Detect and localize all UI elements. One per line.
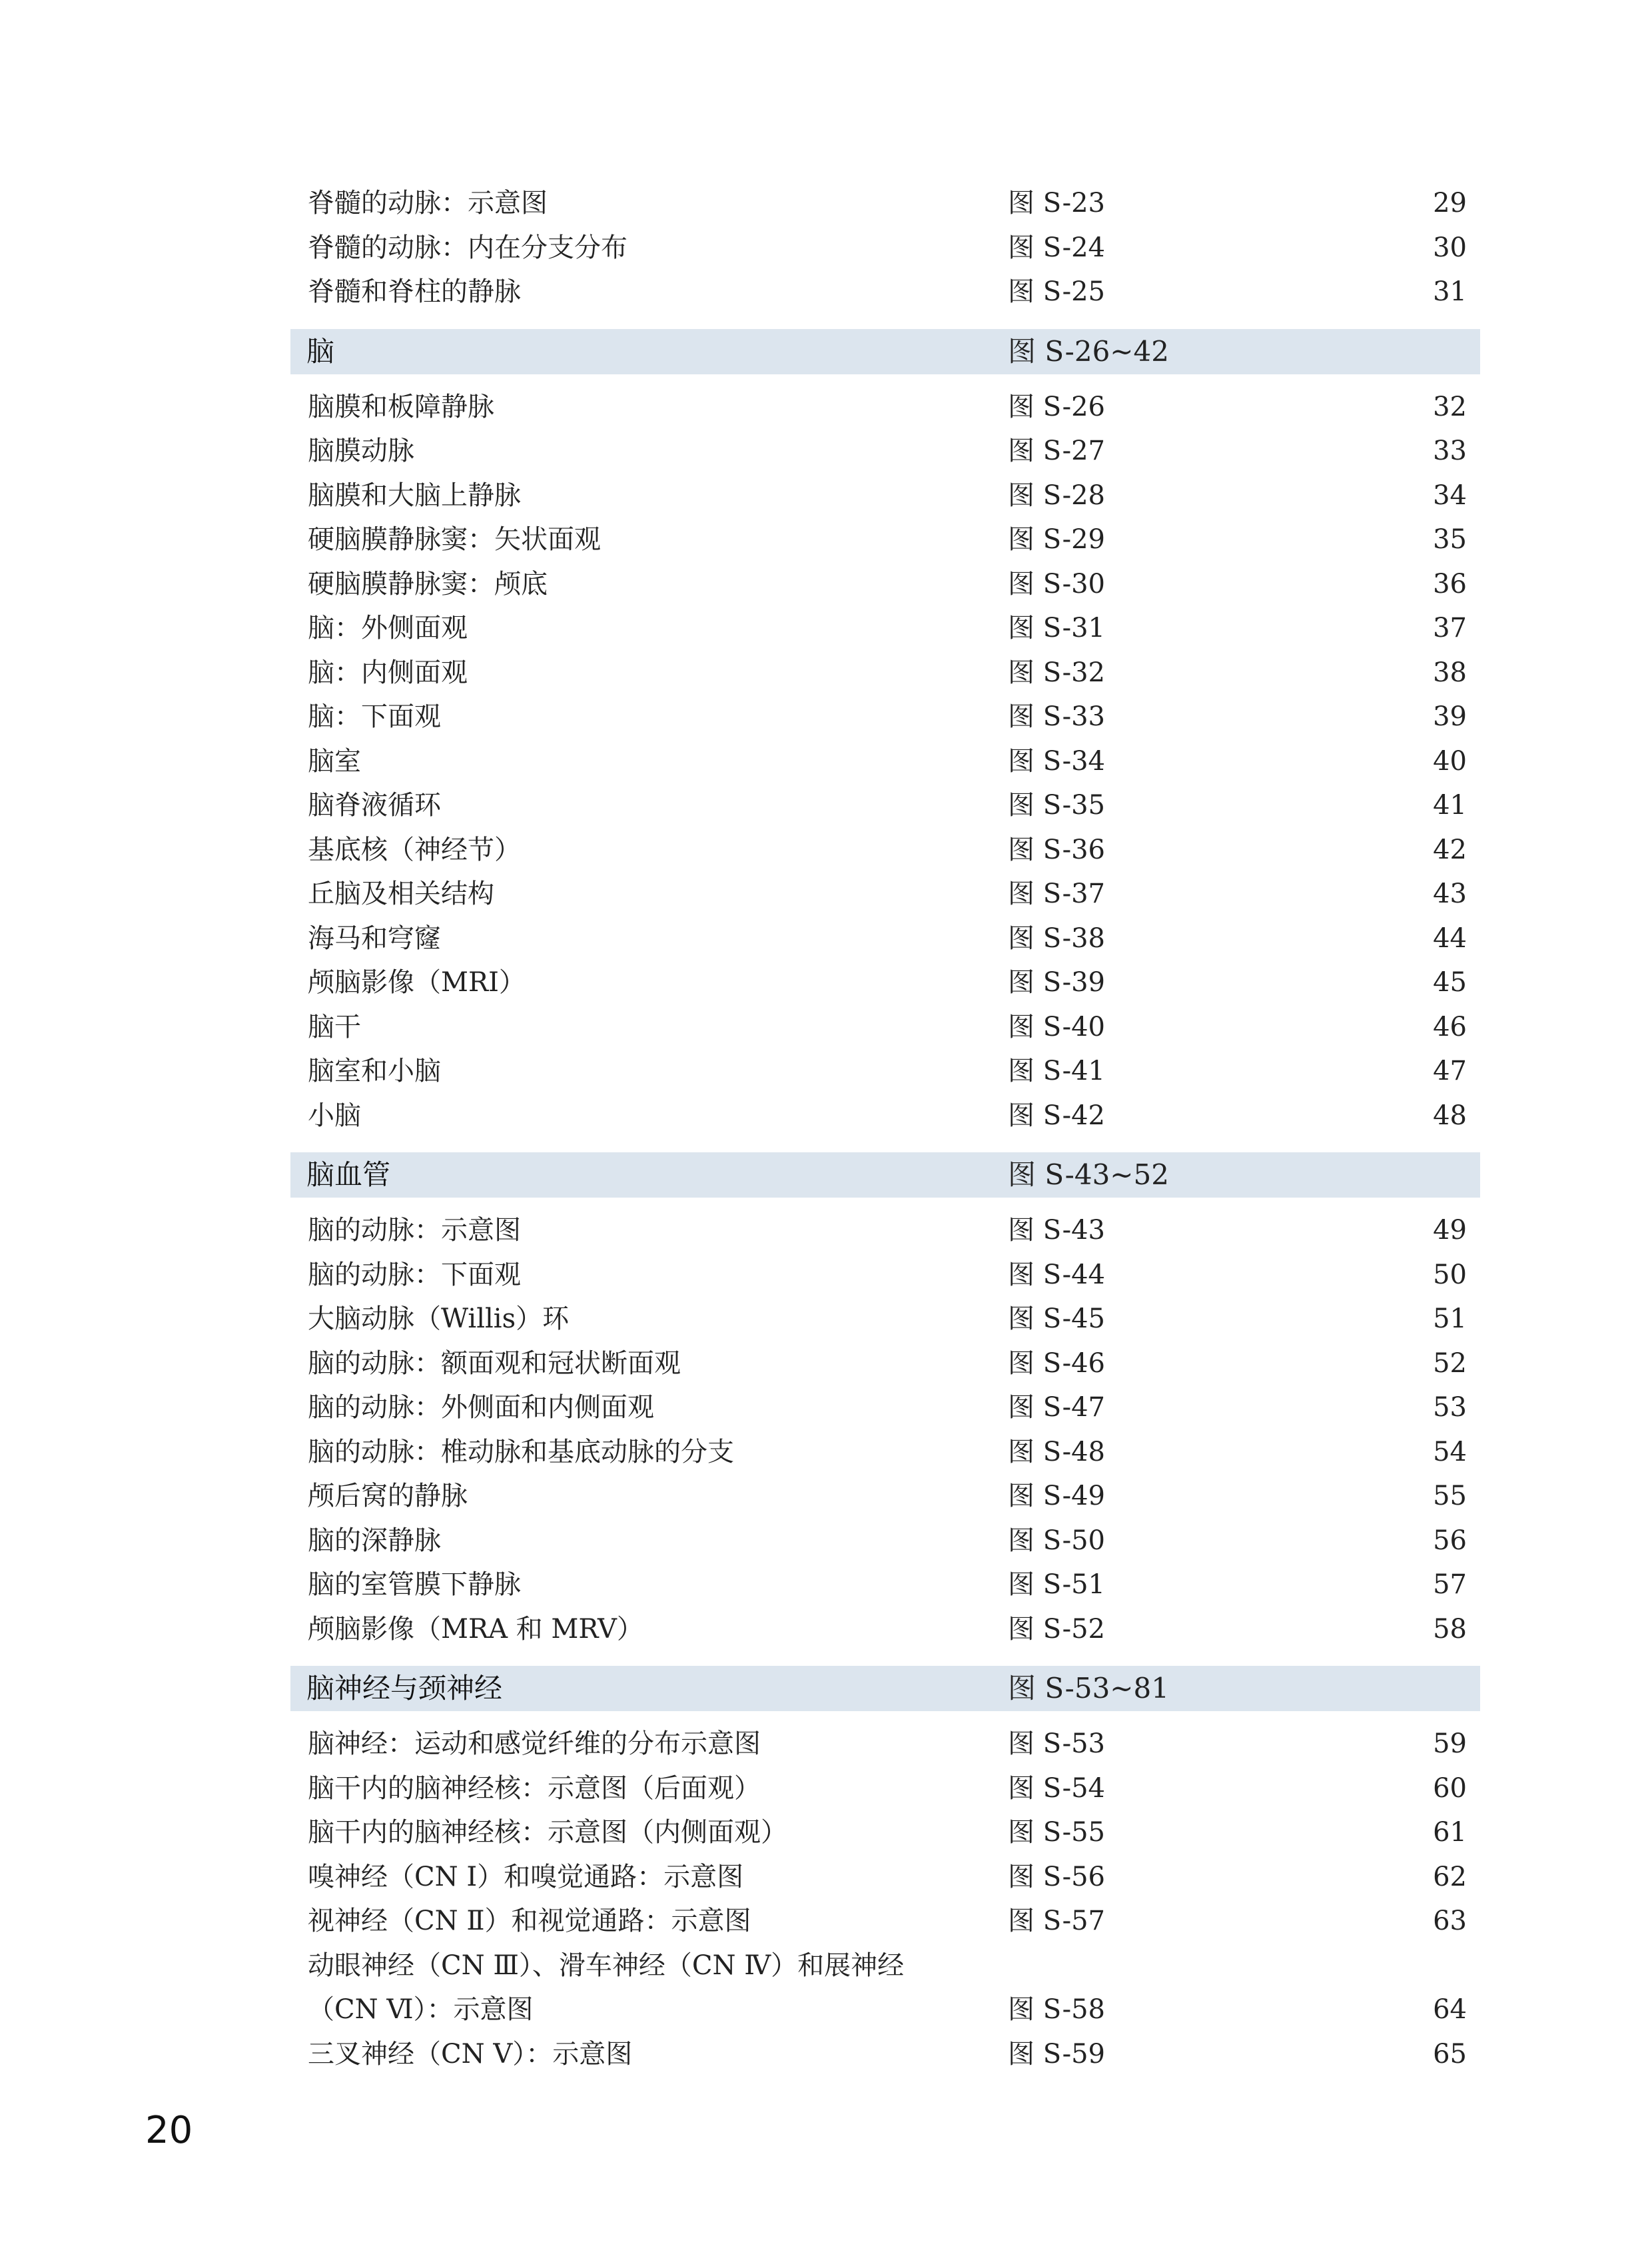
entry-figure-number: 图 S-41 xyxy=(1008,1056,1105,1086)
entry-page-number: 64 xyxy=(1433,1994,1467,2025)
toc-entry xyxy=(290,1094,1480,1138)
entry-page-number: 44 xyxy=(1433,923,1467,954)
toc-entry xyxy=(290,1855,1480,1900)
entry-page-number: 37 xyxy=(1433,613,1467,643)
entry-title: 脑室和小脑 xyxy=(308,1056,441,1086)
entry-title: 视神经（CN Ⅱ）和视觉通路：示意图 xyxy=(308,1906,751,1936)
entry-figure-number: 图 S-47 xyxy=(1008,1392,1105,1423)
entry-figure-number: 图 S-50 xyxy=(1008,1525,1105,1556)
entry-title: 脑：下面观 xyxy=(308,701,441,732)
entry-page-number: 32 xyxy=(1433,391,1467,422)
entry-page-number: 47 xyxy=(1433,1056,1467,1086)
entry-title: 颅后窝的静脉 xyxy=(308,1481,468,1511)
entry-figure-number: 图 S-46 xyxy=(1008,1347,1105,1379)
entry-title: 脑的动脉：椎动脉和基底动脉的分支 xyxy=(308,1436,734,1467)
entry-figure-number: 图 S-37 xyxy=(1008,879,1105,909)
entry-figure-number: 图 S-32 xyxy=(1008,657,1105,688)
entry-title: 脑脊液循环 xyxy=(308,790,441,821)
entry-title: 大脑动脉（Willis）环 xyxy=(308,1304,570,1334)
entry-title: 颅脑影像（MRI） xyxy=(308,967,526,998)
entry-page-number: 29 xyxy=(1433,188,1467,218)
entry-figure-number: 图 S-42 xyxy=(1008,1100,1105,1131)
entry-title: 脑膜和板障静脉 xyxy=(308,391,494,422)
toc-entry xyxy=(290,1519,1480,1563)
toc-entry xyxy=(290,651,1480,695)
toc-entry xyxy=(290,270,1480,314)
entry-figure-number: 图 S-58 xyxy=(1008,1994,1105,2025)
entry-figure-number: 图 S-53 xyxy=(1008,1728,1105,1759)
entry-figure-number: 图 S-26 xyxy=(1008,391,1105,422)
entry-title: 颅脑影像（MRA 和 MRV） xyxy=(308,1613,643,1645)
entry-title: 脑的动脉：外侧面和内侧面观 xyxy=(308,1392,654,1423)
entry-title: 脊髓和脊柱的静脉 xyxy=(308,276,521,307)
toc-entry xyxy=(290,739,1480,784)
entry-figure-number: 图 S-33 xyxy=(1008,701,1105,732)
entry-figure-number: 图 S-31 xyxy=(1008,613,1105,643)
entry-figure-number: 图 S-57 xyxy=(1008,1906,1105,1936)
entry-title: 脑：内侧面观 xyxy=(308,657,468,688)
section-header xyxy=(290,1152,1480,1198)
entry-page-number: 40 xyxy=(1433,745,1467,777)
entry-figure-number: 图 S-35 xyxy=(1008,790,1105,821)
entry-figure-number: 图 S-48 xyxy=(1008,1436,1105,1467)
entry-page-number: 34 xyxy=(1433,480,1467,511)
toc-entry xyxy=(290,1722,1480,1766)
entry-figure-number: 图 S-29 xyxy=(1008,524,1105,555)
entry-figure-number: 图 S-34 xyxy=(1008,745,1105,777)
entry-page-number: 31 xyxy=(1433,276,1467,307)
section-figure-range: 图 S-26~42 xyxy=(1008,334,1169,368)
entry-title: （CN Ⅵ）：示意图 xyxy=(308,1994,534,2025)
entry-title: 脑膜动脉 xyxy=(308,436,414,466)
toc-entry xyxy=(290,917,1480,961)
entry-title: 脑神经：运动和感觉纤维的分布示意图 xyxy=(308,1728,761,1759)
entry-figure-number: 图 S-28 xyxy=(1008,480,1105,511)
entry-page-number: 45 xyxy=(1433,967,1467,998)
toc-entry xyxy=(290,1005,1480,1050)
entry-title: 三叉神经（CN Ⅴ）：示意图 xyxy=(308,2038,633,2069)
entry-page-number: 52 xyxy=(1433,1347,1467,1379)
entry-figure-number: 图 S-56 xyxy=(1008,1861,1105,1892)
entry-page-number: 53 xyxy=(1433,1392,1467,1423)
toc-entry xyxy=(290,828,1480,873)
entry-title: 脊髓的动脉：内在分支分布 xyxy=(308,232,627,263)
entry-page-number: 48 xyxy=(1433,1100,1467,1131)
toc-entry xyxy=(290,1049,1480,1094)
toc-entry xyxy=(290,1474,1480,1519)
entry-page-number: 63 xyxy=(1433,1906,1467,1936)
toc-entry xyxy=(290,960,1480,1005)
entry-title: 脑的室管膜下静脉 xyxy=(308,1569,521,1600)
entry-title: 动眼神经（CN Ⅲ）、滑车神经（CN Ⅳ）和展神经 xyxy=(308,1950,905,1981)
entry-page-number: 33 xyxy=(1433,436,1467,466)
entry-figure-number: 图 S-23 xyxy=(1008,188,1105,218)
entry-title: 硬脑膜静脉窦：颅底 xyxy=(308,568,548,599)
entry-figure-number: 图 S-49 xyxy=(1008,1481,1105,1511)
section-header xyxy=(290,1666,1480,1711)
entry-title: 脑室 xyxy=(308,745,361,777)
toc-entry xyxy=(290,474,1480,518)
toc-entry-continued xyxy=(290,1944,1480,1988)
toc-entry xyxy=(290,1253,1480,1298)
entry-figure-number: 图 S-43 xyxy=(1008,1215,1105,1246)
entry-figure-number: 图 S-25 xyxy=(1008,276,1105,307)
entry-page-number: 38 xyxy=(1433,657,1467,688)
entry-title: 脑的动脉：下面观 xyxy=(308,1259,521,1290)
toc-entry xyxy=(290,1607,1480,1652)
toc-entry xyxy=(290,606,1480,651)
entry-figure-number: 图 S-52 xyxy=(1008,1613,1105,1645)
toc-entry xyxy=(290,1430,1480,1475)
table-of-contents xyxy=(290,181,1480,2076)
entry-page-number: 61 xyxy=(1433,1817,1467,1848)
entry-figure-number: 图 S-39 xyxy=(1008,967,1105,998)
entry-title: 硬脑膜静脉窦：矢状面观 xyxy=(308,524,601,555)
entry-page-number: 50 xyxy=(1433,1259,1467,1290)
toc-entry xyxy=(290,1297,1480,1341)
entry-title: 脑膜和大脑上静脉 xyxy=(308,480,521,511)
entry-page-number: 43 xyxy=(1433,879,1467,909)
entry-page-number: 54 xyxy=(1433,1436,1467,1467)
toc-entry xyxy=(290,1563,1480,1607)
page-number: 20 xyxy=(145,2109,193,2152)
toc-entry xyxy=(290,562,1480,607)
entry-figure-number: 图 S-38 xyxy=(1008,923,1105,954)
entry-figure-number: 图 S-51 xyxy=(1008,1569,1105,1600)
toc-entry xyxy=(290,1810,1480,1855)
entry-figure-number: 图 S-40 xyxy=(1008,1011,1105,1042)
toc-entry xyxy=(290,1385,1480,1430)
entry-figure-number: 图 S-54 xyxy=(1008,1772,1105,1804)
entry-figure-number: 图 S-55 xyxy=(1008,1817,1105,1848)
entry-title: 脑的深静脉 xyxy=(308,1525,441,1556)
section-figure-range: 图 S-43~52 xyxy=(1008,1158,1169,1191)
entry-figure-number: 图 S-36 xyxy=(1008,834,1105,865)
entry-figure-number: 图 S-44 xyxy=(1008,1259,1105,1290)
entry-figure-number: 图 S-27 xyxy=(1008,436,1105,466)
toc-entry xyxy=(290,518,1480,562)
entry-page-number: 57 xyxy=(1433,1569,1467,1600)
entry-page-number: 56 xyxy=(1433,1525,1467,1556)
entry-figure-number: 图 S-59 xyxy=(1008,2038,1105,2069)
section-title: 脑血管 xyxy=(306,1158,391,1191)
entry-title: 脑干内的脑神经核：示意图（内侧面观） xyxy=(308,1817,787,1848)
entry-title: 海马和穹窿 xyxy=(308,923,441,954)
entry-page-number: 39 xyxy=(1433,701,1467,732)
entry-title: 脑：外侧面观 xyxy=(308,613,468,643)
entry-page-number: 55 xyxy=(1433,1481,1467,1511)
entry-page-number: 62 xyxy=(1433,1861,1467,1892)
entry-figure-number: 图 S-45 xyxy=(1008,1304,1105,1334)
section-figure-range: 图 S-53~81 xyxy=(1008,1672,1169,1704)
entry-title: 基底核（神经节） xyxy=(308,834,521,865)
entry-figure-number: 图 S-30 xyxy=(1008,568,1105,599)
entry-figure-number: 图 S-24 xyxy=(1008,232,1105,263)
entry-page-number: 36 xyxy=(1433,568,1467,599)
entry-page-number: 35 xyxy=(1433,524,1467,555)
toc-entry xyxy=(290,1208,1480,1253)
entry-title: 脑干内的脑神经核：示意图（后面观） xyxy=(308,1772,761,1804)
entry-page-number: 46 xyxy=(1433,1011,1467,1042)
toc-entry xyxy=(290,226,1480,270)
toc-entry xyxy=(290,872,1480,917)
entry-page-number: 60 xyxy=(1433,1772,1467,1804)
entry-title: 脊髓的动脉：示意图 xyxy=(308,188,548,218)
toc-entry xyxy=(290,1988,1480,2032)
toc-entry xyxy=(290,1341,1480,1386)
entry-title: 脑干 xyxy=(308,1011,361,1042)
section-header xyxy=(290,329,1480,374)
entry-page-number: 51 xyxy=(1433,1304,1467,1334)
entry-title: 小脑 xyxy=(308,1100,361,1131)
entry-page-number: 30 xyxy=(1433,232,1467,263)
toc-entry xyxy=(290,385,1480,430)
toc-entry xyxy=(290,181,1480,226)
entry-page-number: 58 xyxy=(1433,1613,1467,1645)
toc-entry xyxy=(290,1766,1480,1811)
entry-page-number: 49 xyxy=(1433,1215,1467,1246)
section-title: 脑神经与颈神经 xyxy=(306,1672,503,1704)
toc-entry xyxy=(290,695,1480,739)
entry-page-number: 42 xyxy=(1433,834,1467,865)
toc-entry xyxy=(290,2032,1480,2077)
section-title: 脑 xyxy=(306,334,335,368)
entry-page-number: 59 xyxy=(1433,1728,1467,1759)
toc-entry xyxy=(290,429,1480,474)
toc-entry xyxy=(290,783,1480,828)
entry-page-number: 65 xyxy=(1433,2038,1467,2069)
entry-title: 丘脑及相关结构 xyxy=(308,879,494,909)
entry-title: 脑的动脉：额面观和冠状断面观 xyxy=(308,1347,681,1379)
entry-title: 嗅神经（CN Ⅰ）和嗅觉通路：示意图 xyxy=(308,1861,744,1892)
entry-page-number: 41 xyxy=(1433,790,1467,821)
entry-title: 脑的动脉：示意图 xyxy=(308,1215,521,1246)
toc-entry xyxy=(290,1899,1480,1944)
